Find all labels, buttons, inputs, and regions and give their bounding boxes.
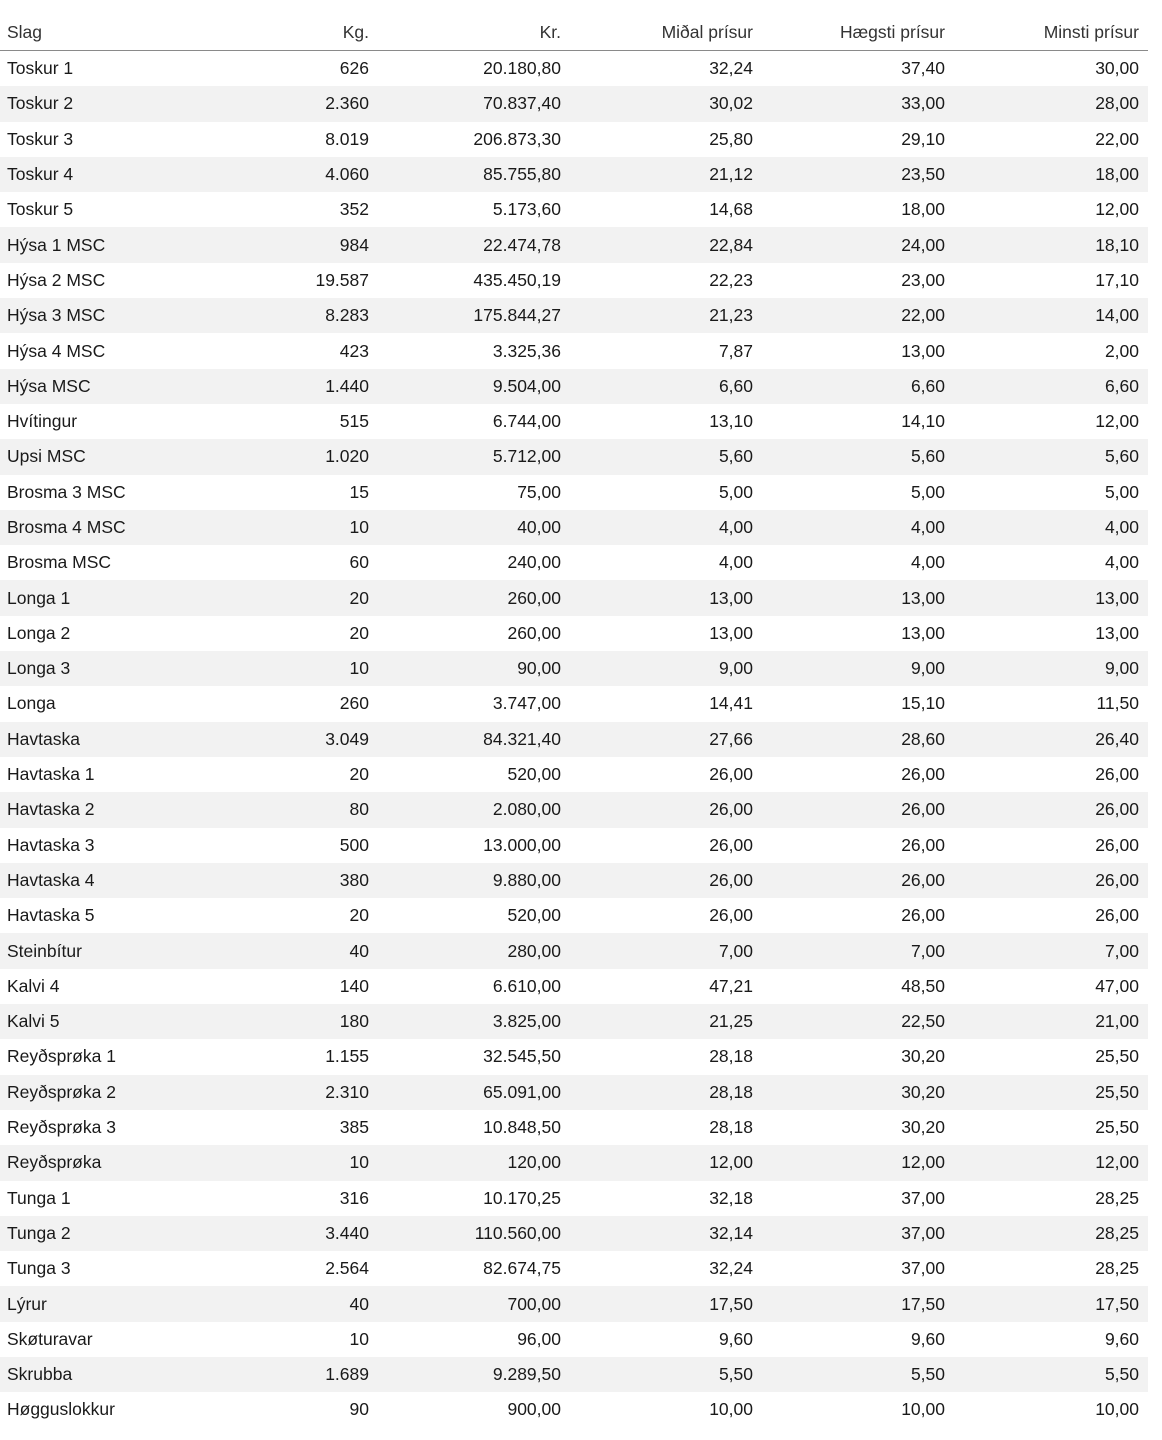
table-row [0, 510, 1148, 545]
cell-slag: Hýsa 3 MSC [0, 298, 200, 333]
cell-min-price: 9,60 [1104, 1328, 1139, 1349]
col-header-slag[interactable]: Slag [0, 14, 200, 51]
cell-min-price: 22,00 [1095, 128, 1139, 149]
cell-min-price: 21,00 [954, 1004, 1148, 1039]
cell-kg: 19.587 [315, 269, 369, 290]
cell-avg-price: 32,18 [709, 1187, 753, 1208]
cell-kg: 4.060 [200, 157, 378, 192]
cell-kr: 40,00 [378, 510, 570, 545]
table-row [0, 263, 1148, 298]
cell-avg-price: 26,00 [709, 764, 753, 785]
cell-kr: 96,00 [517, 1328, 561, 1349]
cell-kg: 2.564 [325, 1258, 369, 1279]
cell-slag: Havtaska [0, 722, 200, 757]
cell-slag: Havtaska 5 [7, 905, 95, 926]
table-row [0, 651, 1148, 686]
cell-kr: 82.674,75 [483, 1258, 561, 1279]
table-row [0, 439, 1148, 474]
price-table [0, 14, 1148, 1428]
cell-kr: 520,00 [507, 764, 561, 785]
table-row [0, 1039, 1148, 1074]
table-row [0, 792, 1148, 827]
col-header-kg[interactable]: Kg. [200, 14, 378, 51]
table-row [0, 298, 1148, 333]
table-row [0, 1322, 1148, 1357]
table-row [0, 722, 1148, 757]
cell-avg-price: 28,18 [570, 1075, 762, 1110]
cell-min-price: 17,10 [1095, 269, 1139, 290]
table-row [0, 51, 1148, 87]
cell-kr: 90,00 [378, 651, 570, 686]
cell-kg: 352 [339, 199, 369, 220]
cell-min-price: 2,00 [1104, 340, 1139, 361]
cell-kg: 8.019 [325, 128, 369, 149]
cell-avg-price: 4,00 [570, 510, 762, 545]
cell-max-price: 48,50 [901, 975, 945, 996]
cell-max-price: 28,60 [762, 722, 954, 757]
cell-avg-price: 6,60 [570, 369, 762, 404]
table-row [0, 192, 1148, 227]
table-row [0, 122, 1148, 157]
cell-slag: Hýsa 4 MSC [7, 340, 106, 361]
cell-kr: 32.545,50 [483, 1046, 561, 1067]
table-row [0, 1392, 1148, 1427]
cell-max-price: 30,20 [762, 1075, 954, 1110]
cell-slag: Tunga 2 [0, 1216, 200, 1251]
cell-min-price: 47,00 [1095, 975, 1139, 996]
cell-slag: Toskur 4 [0, 157, 200, 192]
table-body [0, 51, 1148, 1428]
cell-kg: 626 [339, 58, 369, 79]
table-row [0, 227, 1148, 262]
cell-min-price: 11,50 [1096, 693, 1139, 714]
cell-kg: 1.440 [200, 369, 378, 404]
table-row [0, 580, 1148, 615]
cell-avg-price: 25,80 [709, 128, 753, 149]
cell-slag: Toskur 3 [7, 128, 74, 149]
table-row [0, 616, 1148, 651]
cell-kg: 385 [339, 1117, 369, 1138]
cell-avg-price: 5,50 [570, 1357, 762, 1392]
cell-min-price: 25,50 [1095, 1117, 1139, 1138]
cell-kr: 22.474,78 [378, 227, 570, 262]
cell-max-price: 37,00 [901, 1187, 945, 1208]
cell-avg-price: 10,00 [709, 1399, 753, 1420]
table-row [0, 686, 1148, 721]
cell-max-price: 14,10 [901, 411, 945, 432]
cell-kg: 3.049 [200, 722, 378, 757]
cell-min-price: 26,00 [1095, 905, 1139, 926]
cell-avg-price: 30,02 [570, 86, 762, 121]
cell-max-price: 37,00 [901, 1258, 945, 1279]
cell-kg: 10 [200, 651, 378, 686]
cell-min-price: 10,00 [1095, 1399, 1139, 1420]
cell-kr: 6.610,00 [492, 975, 561, 996]
cell-max-price: 29,10 [901, 128, 945, 149]
cell-avg-price: 14,68 [709, 199, 753, 220]
cell-max-price: 23,50 [762, 157, 954, 192]
cell-max-price: 13,00 [762, 580, 954, 615]
cell-min-price: 12,00 [1095, 199, 1139, 220]
cell-min-price: 5,50 [954, 1357, 1148, 1392]
cell-kr: 10.170,25 [483, 1187, 561, 1208]
cell-kr: 3.747,00 [492, 693, 561, 714]
cell-avg-price: 21,23 [570, 298, 762, 333]
cell-min-price: 5,00 [1104, 481, 1139, 502]
cell-kr: 520,00 [507, 905, 561, 926]
cell-kg: 20 [349, 622, 369, 643]
cell-kr: 120,00 [378, 1145, 570, 1180]
table-row [0, 933, 1148, 968]
cell-min-price: 12,00 [1095, 411, 1139, 432]
cell-kg: 10 [200, 1145, 378, 1180]
cell-avg-price: 26,00 [570, 792, 762, 827]
cell-avg-price: 9,00 [570, 651, 762, 686]
cell-min-price: 26,00 [954, 792, 1148, 827]
cell-min-price: 30,00 [1095, 58, 1139, 79]
cell-max-price: 13,00 [901, 340, 945, 361]
cell-slag: Havtaska 2 [0, 792, 200, 827]
cell-kg: 90 [349, 1399, 369, 1420]
cell-kg: 80 [200, 792, 378, 827]
cell-max-price: 13,00 [901, 622, 945, 643]
cell-slag: Reyðsprøka 2 [0, 1075, 200, 1110]
cell-kr: 70.837,40 [378, 86, 570, 121]
table-row [0, 1181, 1148, 1216]
cell-kr: 85.755,80 [378, 157, 570, 192]
table-row [0, 863, 1148, 898]
table-row [0, 1004, 1148, 1039]
cell-max-price: 15,10 [901, 693, 945, 714]
cell-slag: Brosma 3 MSC [7, 481, 126, 502]
cell-max-price: 33,00 [762, 86, 954, 121]
table-row [0, 545, 1148, 580]
cell-max-price: 12,00 [762, 1145, 954, 1180]
cell-kr: 700,00 [378, 1286, 570, 1321]
cell-min-price: 13,00 [954, 580, 1148, 615]
cell-max-price: 22,00 [762, 298, 954, 333]
cell-kr: 5.712,00 [378, 439, 570, 474]
cell-kg: 423 [339, 340, 369, 361]
cell-kr: 5.173,60 [492, 199, 561, 220]
cell-max-price: 26,00 [762, 863, 954, 898]
cell-slag: Toskur 1 [7, 58, 74, 79]
cell-avg-price: 9,60 [718, 1328, 753, 1349]
cell-kg: 15 [349, 481, 369, 502]
col-header-kr[interactable]: Kr. [378, 14, 570, 51]
cell-min-price: 26,00 [1095, 834, 1139, 855]
cell-kg: 40 [200, 1286, 378, 1321]
cell-min-price: 26,40 [954, 722, 1148, 757]
cell-kg: 3.440 [200, 1216, 378, 1251]
cell-kr: 10.848,50 [483, 1117, 561, 1138]
cell-slag: Tunga 1 [7, 1187, 71, 1208]
cell-max-price: 18,00 [901, 199, 945, 220]
cell-kg: 500 [339, 834, 369, 855]
cell-max-price: 26,00 [762, 792, 954, 827]
cell-slag: Brosma MSC [7, 552, 112, 573]
cell-slag: Reyðsprøka 1 [7, 1046, 116, 1067]
cell-kg: 20 [200, 580, 378, 615]
cell-kg: 8.283 [200, 298, 378, 333]
cell-avg-price: 14,41 [709, 693, 753, 714]
cell-kr: 3.325,36 [492, 340, 561, 361]
cell-kr: 9.880,00 [378, 863, 570, 898]
cell-max-price: 26,00 [901, 834, 945, 855]
cell-avg-price: 26,00 [709, 905, 753, 926]
cell-slag: Upsi MSC [0, 439, 200, 474]
cell-avg-price: 22,84 [570, 227, 762, 262]
cell-kr: 260,00 [378, 580, 570, 615]
cell-max-price: 7,00 [762, 933, 954, 968]
cell-max-price: 26,00 [901, 905, 945, 926]
col-header-avg-price[interactable]: Miðal prísur [570, 14, 762, 51]
cell-slag: Brosma 4 MSC [0, 510, 200, 545]
cell-min-price: 26,00 [1095, 764, 1139, 785]
cell-min-price: 4,00 [1104, 552, 1139, 573]
cell-slag: Longa 1 [0, 580, 200, 615]
cell-kg: 380 [200, 863, 378, 898]
table-row [0, 828, 1148, 863]
cell-slag: Tunga 3 [7, 1258, 71, 1279]
cell-kg: 316 [339, 1187, 369, 1208]
cell-slag: Longa [7, 693, 56, 714]
cell-max-price: 5,00 [910, 481, 945, 502]
cell-avg-price: 12,00 [570, 1145, 762, 1180]
cell-avg-price: 4,00 [718, 552, 753, 573]
cell-avg-price: 28,18 [709, 1117, 753, 1138]
table-row [0, 898, 1148, 933]
cell-slag: Steinbítur [0, 933, 200, 968]
cell-max-price: 5,50 [762, 1357, 954, 1392]
table-row [0, 1357, 1148, 1392]
cell-kr: 13.000,00 [483, 834, 561, 855]
table-row [0, 1286, 1148, 1321]
cell-avg-price: 13,00 [709, 622, 753, 643]
cell-kg: 20 [349, 764, 369, 785]
cell-slag: Hýsa 2 MSC [7, 269, 106, 290]
cell-min-price: 18,10 [954, 227, 1148, 262]
cell-slag: Longa 2 [7, 622, 71, 643]
cell-avg-price: 32,14 [570, 1216, 762, 1251]
cell-kg: 10 [200, 510, 378, 545]
cell-max-price: 26,00 [901, 764, 945, 785]
cell-kg: 260 [339, 693, 369, 714]
table-row [0, 1251, 1148, 1286]
cell-kr: 206.873,30 [473, 128, 561, 149]
cell-slag: Høgguslokkur [7, 1399, 115, 1420]
cell-min-price: 13,00 [1095, 622, 1139, 643]
col-header-min-price[interactable]: Minsti prísur [954, 14, 1148, 51]
cell-slag: Kalvi 5 [0, 1004, 200, 1039]
table-row [0, 157, 1148, 192]
cell-kr: 9.289,50 [378, 1357, 570, 1392]
cell-avg-price: 7,87 [718, 340, 753, 361]
cell-slag: Reyðsprøka 3 [7, 1117, 116, 1138]
cell-kg: 40 [200, 933, 378, 968]
cell-avg-price: 26,00 [570, 863, 762, 898]
cell-slag: Havtaska 1 [7, 764, 95, 785]
cell-avg-price: 7,00 [570, 933, 762, 968]
cell-min-price: 14,00 [954, 298, 1148, 333]
cell-min-price: 4,00 [954, 510, 1148, 545]
table-row [0, 757, 1148, 792]
cell-max-price: 6,60 [762, 369, 954, 404]
cell-min-price: 12,00 [954, 1145, 1148, 1180]
cell-max-price: 30,20 [901, 1046, 945, 1067]
table-row [0, 969, 1148, 1004]
cell-kr: 240,00 [507, 552, 561, 573]
cell-max-price: 9,60 [910, 1328, 945, 1349]
cell-avg-price: 13,10 [709, 411, 753, 432]
cell-kg: 20 [349, 905, 369, 926]
cell-avg-price: 26,00 [709, 834, 753, 855]
cell-slag: Longa 3 [0, 651, 200, 686]
table-row [0, 404, 1148, 439]
cell-max-price: 37,40 [901, 58, 945, 79]
cell-max-price: 9,00 [762, 651, 954, 686]
cell-min-price: 28,25 [954, 1216, 1148, 1251]
cell-max-price: 37,00 [762, 1216, 954, 1251]
cell-avg-price: 27,66 [570, 722, 762, 757]
cell-slag: Havtaska 4 [0, 863, 200, 898]
cell-avg-price: 13,00 [570, 580, 762, 615]
cell-avg-price: 5,00 [718, 481, 753, 502]
cell-min-price: 9,00 [954, 651, 1148, 686]
cell-slag: Reyðsprøka [0, 1145, 200, 1180]
cell-avg-price: 22,23 [709, 269, 753, 290]
cell-min-price: 28,25 [1095, 1258, 1139, 1279]
cell-min-price: 26,00 [954, 863, 1148, 898]
cell-kg: 60 [349, 552, 369, 573]
cell-kg: 2.360 [200, 86, 378, 121]
header-row [0, 14, 1148, 51]
table-row [0, 333, 1148, 368]
cell-kr: 65.091,00 [378, 1075, 570, 1110]
cell-kg: 515 [339, 411, 369, 432]
table-row [0, 1110, 1148, 1145]
cell-slag: Lýrur [0, 1286, 200, 1321]
cell-avg-price: 17,50 [570, 1286, 762, 1321]
cell-slag: Toskur 5 [7, 199, 74, 220]
cell-kg: 2.310 [200, 1075, 378, 1110]
cell-max-price: 22,50 [762, 1004, 954, 1039]
cell-max-price: 17,50 [762, 1286, 954, 1321]
cell-kr: 900,00 [507, 1399, 561, 1420]
cell-slag: Hýsa 1 MSC [0, 227, 200, 262]
cell-min-price: 7,00 [954, 933, 1148, 968]
cell-slag: Kalvi 4 [7, 975, 60, 996]
cell-min-price: 17,50 [954, 1286, 1148, 1321]
cell-kg: 984 [200, 227, 378, 262]
cell-kr: 260,00 [507, 622, 561, 643]
cell-kr: 2.080,00 [378, 792, 570, 827]
cell-max-price: 24,00 [762, 227, 954, 262]
cell-kr: 20.180,80 [483, 58, 561, 79]
table-row [0, 86, 1148, 121]
cell-avg-price: 5,60 [570, 439, 762, 474]
table-row [0, 1216, 1148, 1251]
cell-kg: 10 [349, 1328, 369, 1349]
cell-slag: Hvítingur [7, 411, 78, 432]
cell-min-price: 5,60 [954, 439, 1148, 474]
cell-min-price: 25,50 [954, 1075, 1148, 1110]
cell-avg-price: 47,21 [709, 975, 753, 996]
cell-slag: Hýsa MSC [0, 369, 200, 404]
cell-kr: 75,00 [517, 481, 561, 502]
cell-min-price: 28,00 [954, 86, 1148, 121]
cell-max-price: 30,20 [901, 1117, 945, 1138]
cell-slag: Skøturavar [7, 1328, 93, 1349]
cell-kr: 175.844,27 [378, 298, 570, 333]
cell-slag: Skrubba [0, 1357, 200, 1392]
cell-min-price: 28,25 [1095, 1187, 1139, 1208]
cell-max-price: 23,00 [901, 269, 945, 290]
cell-kr: 9.504,00 [378, 369, 570, 404]
cell-min-price: 25,50 [1095, 1046, 1139, 1067]
cell-kr: 3.825,00 [378, 1004, 570, 1039]
cell-max-price: 4,00 [910, 552, 945, 573]
cell-kg: 140 [339, 975, 369, 996]
cell-kr: 280,00 [378, 933, 570, 968]
cell-min-price: 6,60 [954, 369, 1148, 404]
cell-avg-price: 32,24 [709, 1258, 753, 1279]
cell-min-price: 18,00 [954, 157, 1148, 192]
cell-avg-price: 21,12 [570, 157, 762, 192]
cell-kg: 1.155 [325, 1046, 369, 1067]
cell-slag: Havtaska 3 [7, 834, 95, 855]
cell-kg: 180 [200, 1004, 378, 1039]
cell-kr: 84.321,40 [378, 722, 570, 757]
table-row [0, 369, 1148, 404]
cell-avg-price: 32,24 [709, 58, 753, 79]
cell-kg: 1.020 [200, 439, 378, 474]
cell-max-price: 4,00 [762, 510, 954, 545]
cell-kg: 1.689 [200, 1357, 378, 1392]
cell-kr: 110.560,00 [378, 1216, 570, 1251]
table-row [0, 1075, 1148, 1110]
table-row [0, 1145, 1148, 1180]
cell-kr: 6.744,00 [492, 411, 561, 432]
cell-avg-price: 28,18 [709, 1046, 753, 1067]
cell-max-price: 10,00 [901, 1399, 945, 1420]
cell-kr: 435.450,19 [473, 269, 561, 290]
cell-avg-price: 21,25 [570, 1004, 762, 1039]
cell-slag: Toskur 2 [0, 86, 200, 121]
table-row [0, 475, 1148, 510]
col-header-max-price[interactable]: Hægsti prísur [762, 14, 954, 51]
cell-max-price: 5,60 [762, 439, 954, 474]
